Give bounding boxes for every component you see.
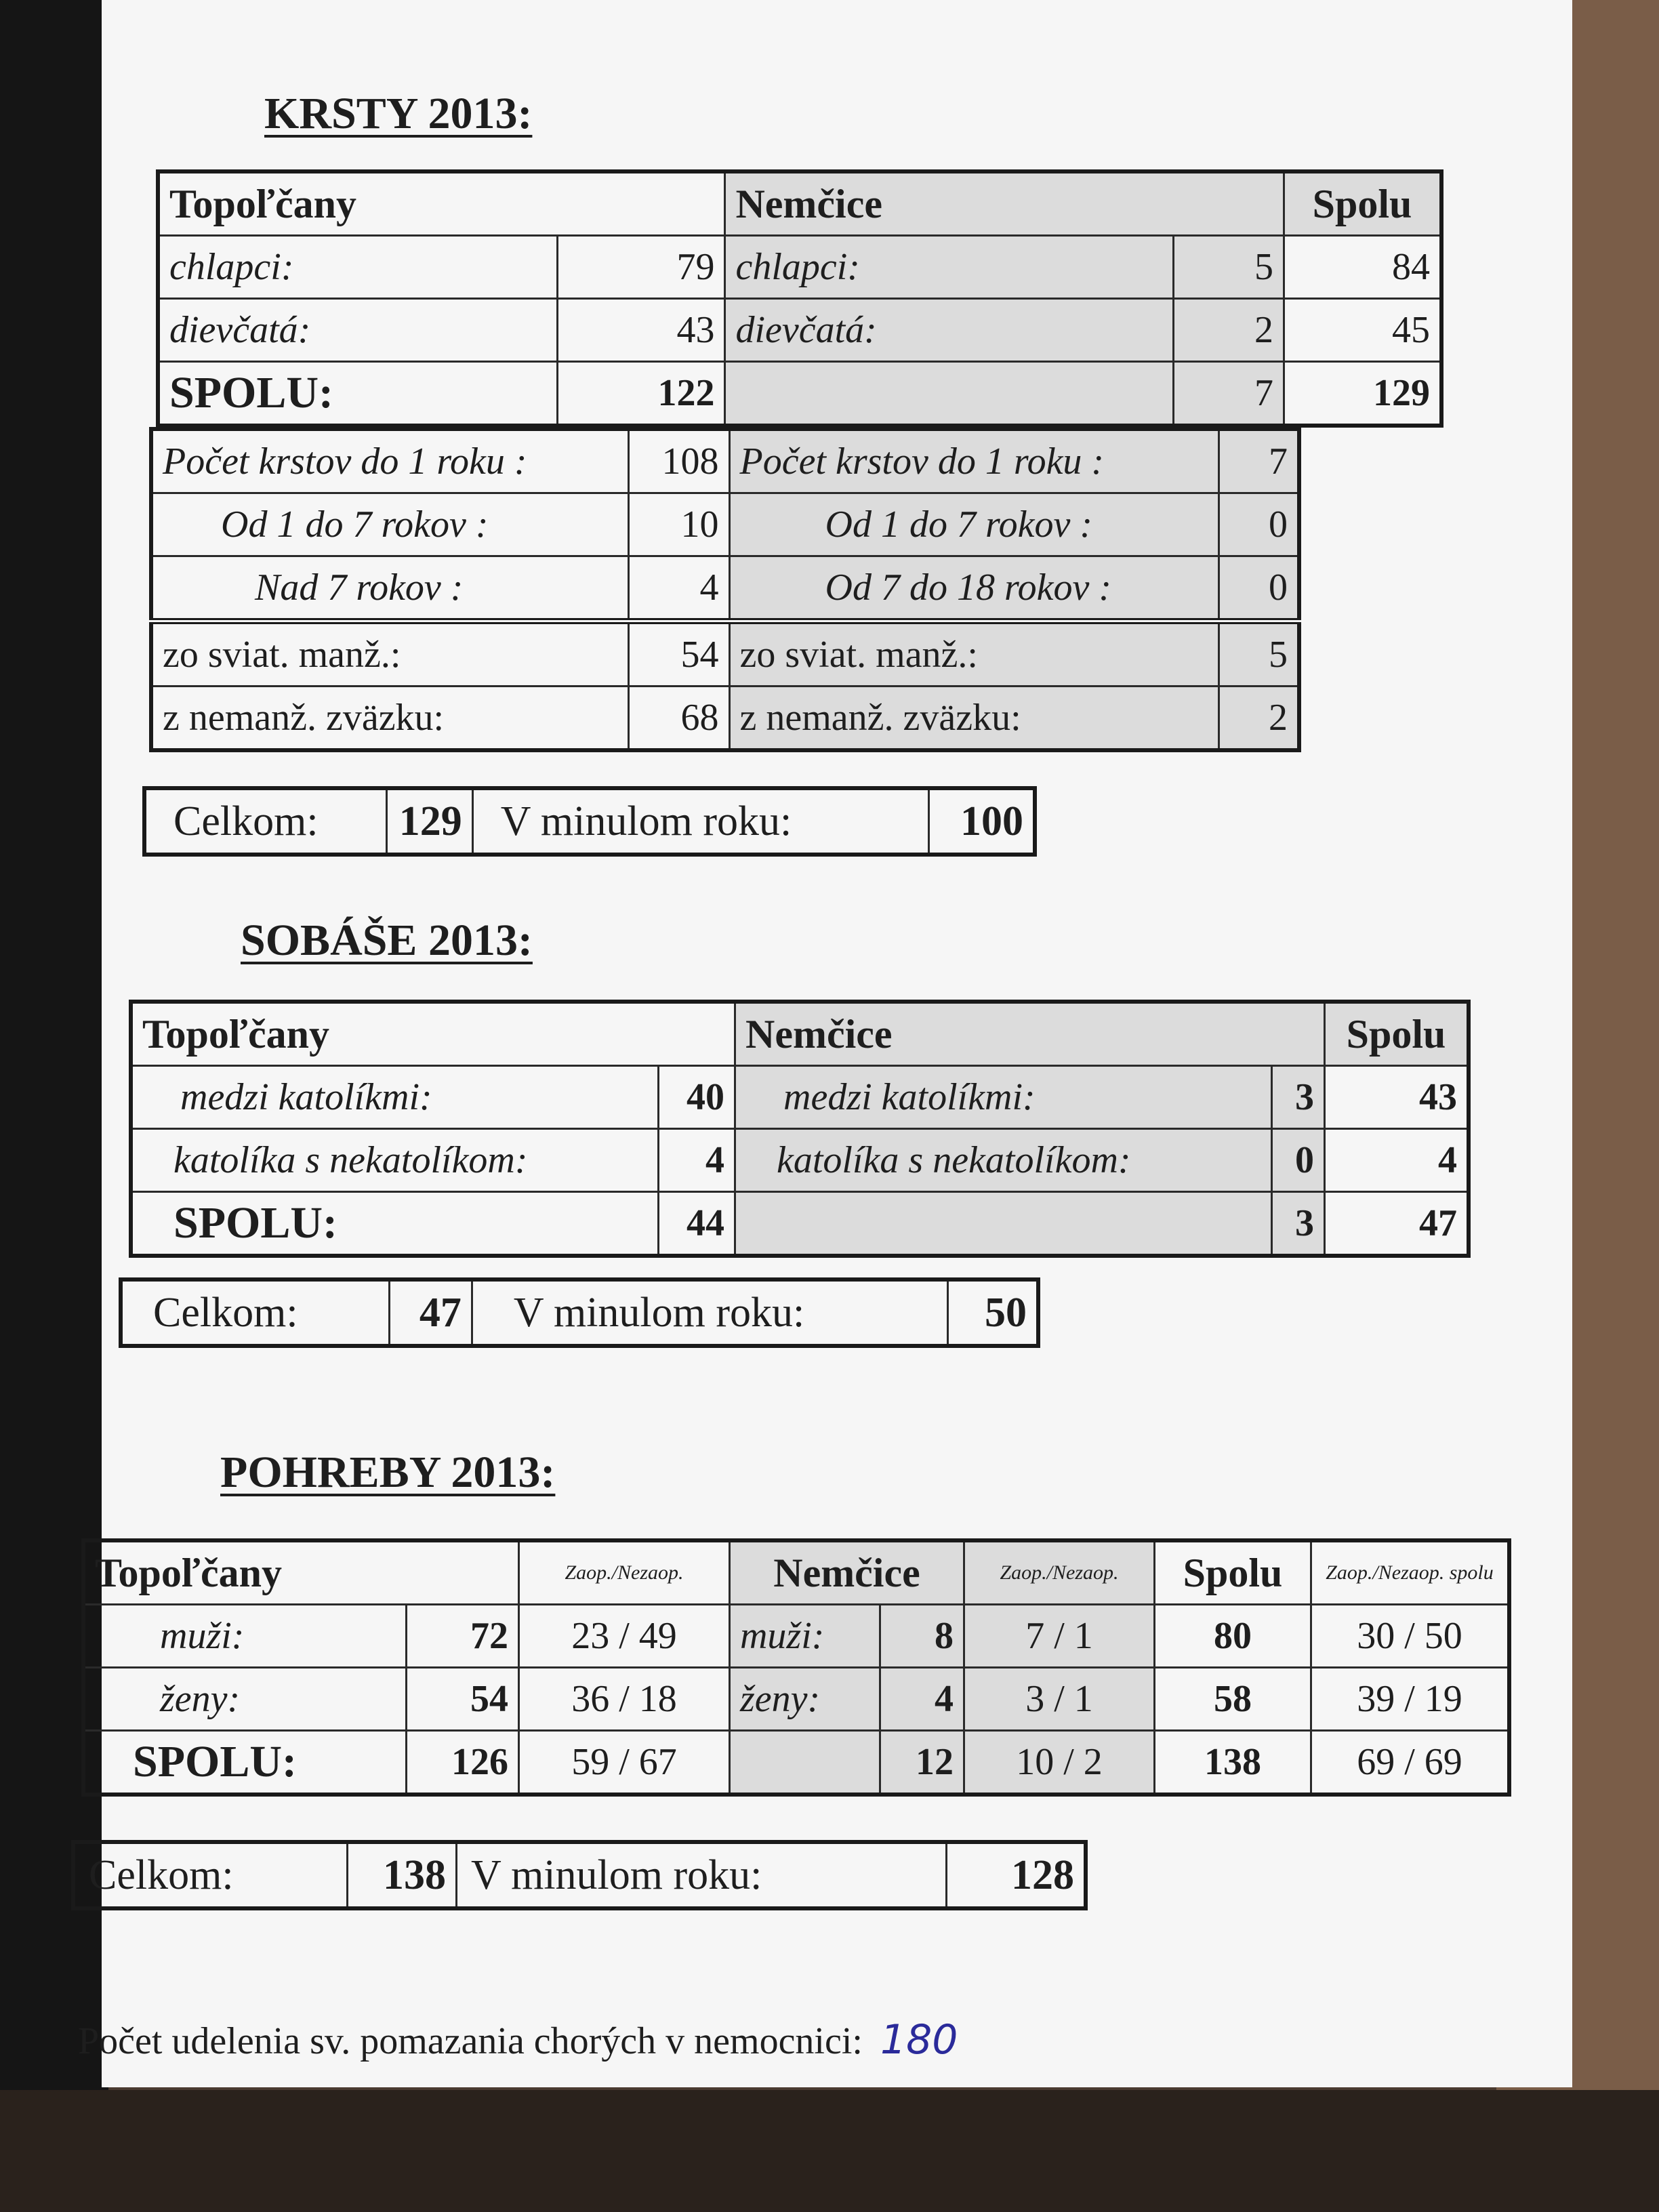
- krsty-row-spolu: [158, 362, 1441, 426]
- sobase-value-b: 3: [1272, 1066, 1325, 1129]
- sobase-celkom-value: 47: [389, 1279, 472, 1346]
- krsty-marriage-value-b: 5: [1218, 621, 1299, 687]
- sobase-table: [129, 1000, 1471, 1258]
- sobase-spolu-label: SPOLU:: [131, 1192, 659, 1256]
- krsty-age-label-a: Nad 7 rokov :: [151, 556, 628, 621]
- krsty-marriage-row: [151, 687, 1299, 751]
- pohreby-zn-a: 23 / 49: [518, 1605, 729, 1668]
- krsty-header-nemcice: Nemčice: [725, 171, 1284, 236]
- pohreby-spolu-total: 138: [1155, 1731, 1311, 1795]
- pohreby-spolu-blank: [729, 1731, 880, 1795]
- sobase-value-a: 40: [659, 1066, 735, 1129]
- pohreby-spolu-label: SPOLU:: [83, 1731, 407, 1795]
- krsty-age-label-a: Od 1 do 7 rokov :: [151, 493, 628, 556]
- krsty-marriage-label-b: z nemanž. zväzku:: [729, 687, 1218, 751]
- krsty-age-label-a: Počet krstov do 1 roku :: [151, 429, 628, 493]
- krsty-spolu-total: 129: [1284, 362, 1442, 426]
- pohreby-header-spolu: Spolu: [1155, 1540, 1311, 1605]
- krsty-value-a: 79: [558, 236, 725, 299]
- krsty-age-label-b: Od 7 do 18 rokov :: [729, 556, 1218, 621]
- krsty-age-row: [151, 556, 1299, 621]
- pohreby-row-spolu: [83, 1731, 1509, 1795]
- pohreby-table: [81, 1538, 1511, 1797]
- sobase-celkom-label: Celkom:: [121, 1279, 389, 1346]
- krsty-age-row: [151, 493, 1299, 556]
- sobase-header-topolcany: Topoľčany: [131, 1002, 735, 1066]
- footer-handwritten-value: 180: [880, 2016, 958, 2064]
- krsty-row-chlapci: [158, 236, 1441, 299]
- krsty-row-dievcata: [158, 299, 1441, 362]
- krsty-detail-table: [149, 427, 1301, 752]
- pohreby-total: 58: [1155, 1668, 1311, 1731]
- footer-line: [78, 2016, 958, 2064]
- pohreby-header-nemcice-sub: Zaop./Nezaop.: [964, 1540, 1155, 1605]
- krsty-label-b: dievčatá:: [725, 299, 1173, 362]
- document-page: [78, 0, 1572, 2087]
- pohreby-summary: [71, 1840, 1088, 1910]
- krsty-age-value-a: 4: [628, 556, 729, 621]
- pohreby-label-b: ženy:: [729, 1668, 880, 1731]
- sobase-total: 4: [1325, 1129, 1469, 1192]
- krsty-total: 84: [1284, 236, 1442, 299]
- pohreby-minulom-label: V minulom roku:: [456, 1842, 946, 1908]
- krsty-celkom-value: 129: [386, 788, 472, 855]
- krsty-age-value-a: 108: [628, 429, 729, 493]
- pohreby-zn-total: 39 / 19: [1311, 1668, 1510, 1731]
- sobase-value-b: 0: [1272, 1129, 1325, 1192]
- pohreby-celkom-label: Celkom:: [73, 1842, 347, 1908]
- krsty-age-value-b: 0: [1218, 556, 1299, 621]
- krsty-spolu-a: 122: [558, 362, 725, 426]
- krsty-minulom-value: 100: [929, 788, 1035, 855]
- krsty-header-row: [158, 171, 1441, 236]
- sobase-header-spolu: Spolu: [1325, 1002, 1469, 1066]
- sobase-header-nemcice: Nemčice: [735, 1002, 1325, 1066]
- krsty-marriage-value-a: 68: [628, 687, 729, 751]
- krsty-marriage-label-b: zo sviat. manž.:: [729, 621, 1218, 687]
- sobase-label-b: katolíka s nekatolíkom:: [735, 1129, 1272, 1192]
- pohreby-zn-a: 36 / 18: [518, 1668, 729, 1731]
- krsty-value-b: 5: [1173, 236, 1284, 299]
- krsty-label-a: chlapci:: [158, 236, 558, 299]
- sobase-spolu-a: 44: [659, 1192, 735, 1256]
- krsty-marriage-value-b: 2: [1218, 687, 1299, 751]
- pohreby-spolu-zn-b: 10 / 2: [964, 1731, 1155, 1795]
- krsty-label-a: dievčatá:: [158, 299, 558, 362]
- pohreby-spolu-b: 12: [880, 1731, 964, 1795]
- krsty-spolu-label: SPOLU:: [158, 362, 558, 426]
- pohreby-zn-b: 7 / 1: [964, 1605, 1155, 1668]
- sobase-row: [131, 1066, 1469, 1129]
- krsty-age-label-b: Počet krstov do 1 roku :: [729, 429, 1218, 493]
- krsty-age-value-b: 7: [1218, 429, 1299, 493]
- krsty-table: [156, 169, 1443, 428]
- pohreby-total: 80: [1155, 1605, 1311, 1668]
- pohreby-header-row: [83, 1540, 1509, 1605]
- pohreby-header-topolcany-sub: Zaop./Nezaop.: [518, 1540, 729, 1605]
- footer-label: Počet udelenia sv. pomazania chorých v nemocnici:: [78, 2020, 863, 2062]
- pohreby-label-a: ženy:: [83, 1668, 407, 1731]
- sobase-summary: [119, 1277, 1040, 1348]
- sobase-row: [131, 1129, 1469, 1192]
- krsty-header-spolu: Spolu: [1284, 171, 1442, 236]
- sobase-spolu-total: 47: [1325, 1192, 1469, 1256]
- krsty-marriage-label-a: zo sviat. manž.:: [151, 621, 628, 687]
- krsty-celkom-label: Celkom:: [144, 788, 386, 855]
- krsty-age-value-a: 10: [628, 493, 729, 556]
- krsty-minulom-label: V minulom roku:: [472, 788, 928, 855]
- sobase-label-a: medzi katolíkmi:: [131, 1066, 659, 1129]
- sobase-minulom-label: V minulom roku:: [472, 1279, 947, 1346]
- pohreby-celkom-value: 138: [347, 1842, 456, 1908]
- krsty-spolu-b: 7: [1173, 362, 1284, 426]
- pohreby-spolu-zn-total: 69 / 69: [1311, 1731, 1510, 1795]
- pohreby-label-a: muži:: [83, 1605, 407, 1668]
- sobase-spolu-blank: [735, 1192, 1272, 1256]
- pohreby-row-muzi: [83, 1605, 1509, 1668]
- krsty-total: 45: [1284, 299, 1442, 362]
- pohreby-value-b: 8: [880, 1605, 964, 1668]
- krsty-marriage-row: [151, 621, 1299, 687]
- pohreby-zn-total: 30 / 50: [1311, 1605, 1510, 1668]
- krsty-age-row: [151, 429, 1299, 493]
- krsty-header-topolcany: Topoľčany: [158, 171, 725, 236]
- pohreby-minulom-value: 128: [946, 1842, 1086, 1908]
- sobase-total: 43: [1325, 1066, 1469, 1129]
- pohreby-label-b: muži:: [729, 1605, 880, 1668]
- pohreby-heading: POHREBY 2013:: [220, 1448, 556, 1497]
- sobase-minulom-value: 50: [947, 1279, 1038, 1346]
- sobase-spolu-b: 3: [1272, 1192, 1325, 1256]
- sobase-row-spolu: [131, 1192, 1469, 1256]
- pohreby-value-a: 72: [407, 1605, 519, 1668]
- sobase-heading: SOBÁŠE 2013:: [241, 916, 533, 965]
- pohreby-row-zeny: [83, 1668, 1509, 1731]
- pohreby-header-nemcice: Nemčice: [729, 1540, 964, 1605]
- sobase-header-row: [131, 1002, 1469, 1066]
- krsty-heading: KRSTY 2013:: [264, 89, 533, 138]
- krsty-marriage-label-a: z nemanž. zväzku:: [151, 687, 628, 751]
- pohreby-spolu-a: 126: [407, 1731, 519, 1795]
- sobase-label-a: katolíka s nekatolíkom:: [131, 1129, 659, 1192]
- krsty-spolu-blank: [725, 362, 1173, 426]
- krsty-summary: [142, 786, 1037, 857]
- krsty-age-label-b: Od 1 do 7 rokov :: [729, 493, 1218, 556]
- pohreby-spolu-zn-a: 59 / 67: [518, 1731, 729, 1795]
- krsty-value-b: 2: [1173, 299, 1284, 362]
- pohreby-header-topolcany: Topoľčany: [83, 1540, 518, 1605]
- pohreby-header-spolu-sub: Zaop./Nezaop. spolu: [1311, 1540, 1510, 1605]
- krsty-value-a: 43: [558, 299, 725, 362]
- sobase-value-a: 4: [659, 1129, 735, 1192]
- pohreby-value-a: 54: [407, 1668, 519, 1731]
- background-bottom: [0, 2090, 1659, 2212]
- pohreby-zn-b: 3 / 1: [964, 1668, 1155, 1731]
- sobase-label-b: medzi katolíkmi:: [735, 1066, 1272, 1129]
- pohreby-value-b: 4: [880, 1668, 964, 1731]
- krsty-marriage-value-a: 54: [628, 621, 729, 687]
- krsty-age-value-b: 0: [1218, 493, 1299, 556]
- krsty-label-b: chlapci:: [725, 236, 1173, 299]
